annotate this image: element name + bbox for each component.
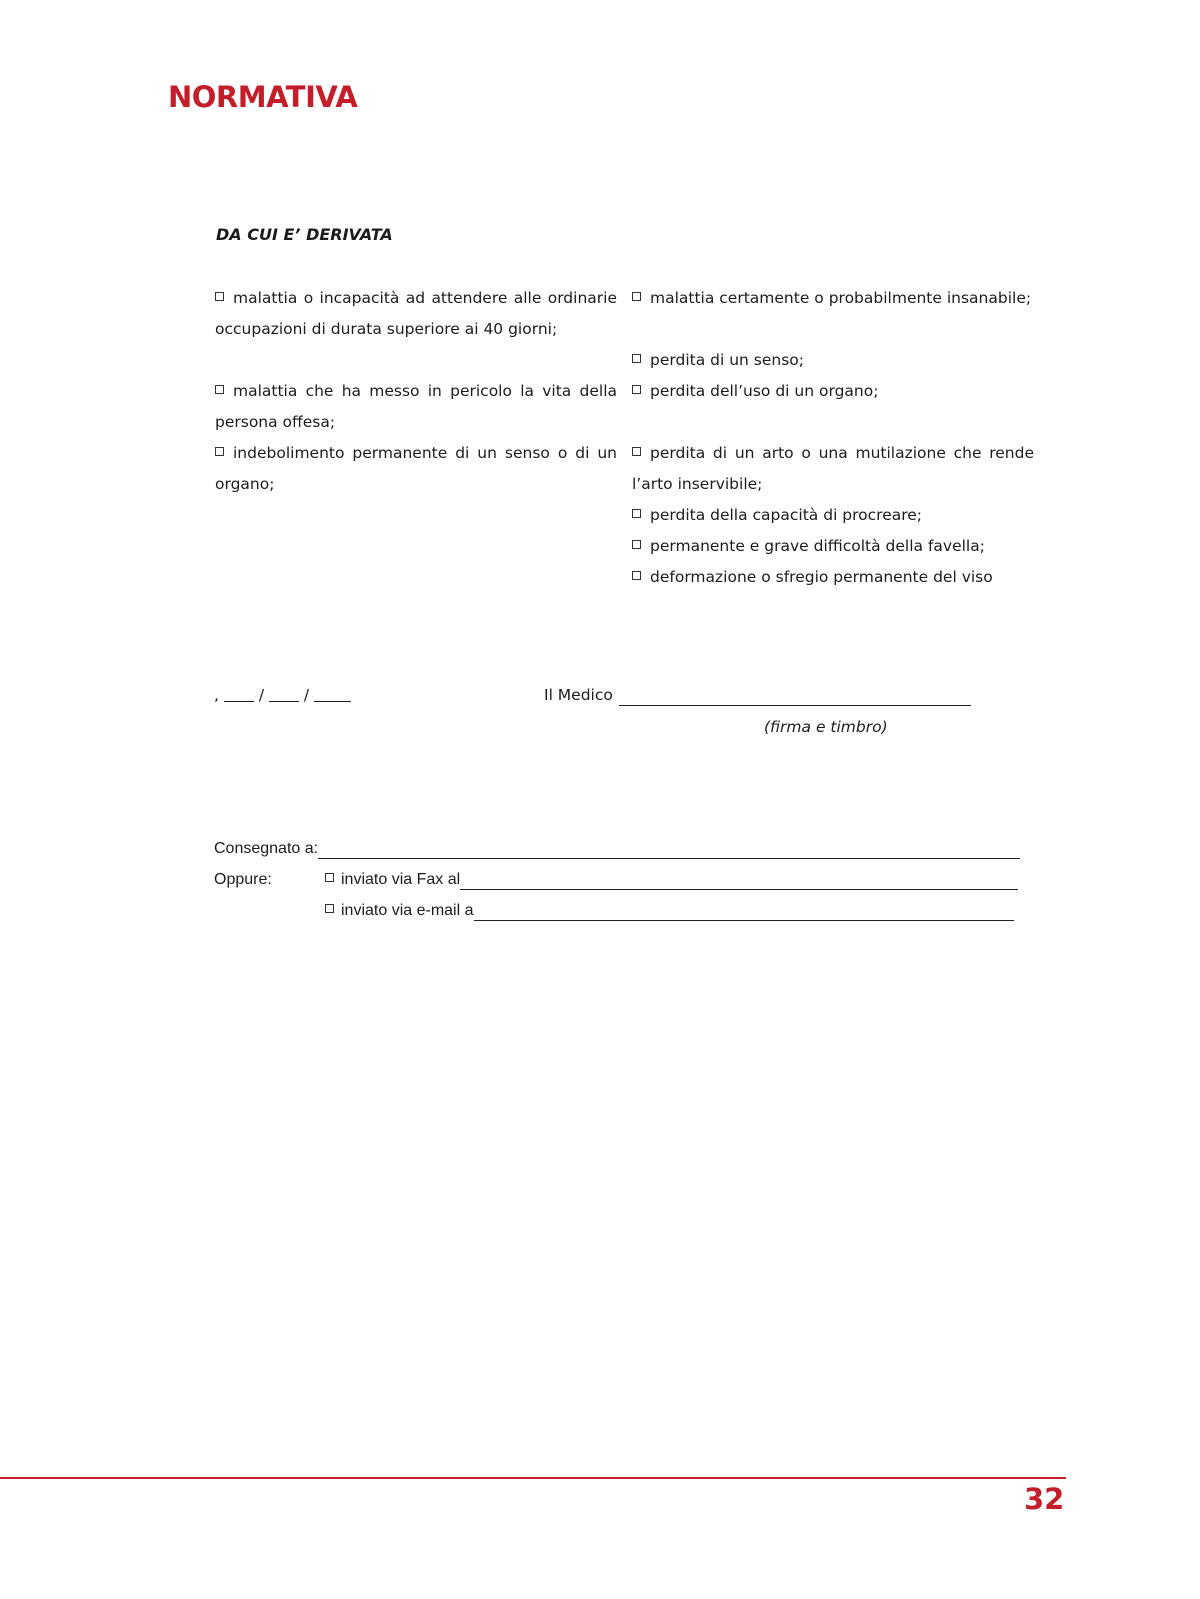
email-label: inviato via e-mail a	[341, 902, 474, 919]
page-title: NORMATIVA	[168, 80, 358, 114]
date-prefix: ,	[214, 686, 219, 704]
option-label: malattia certamente o probabilmente insanabile;	[650, 289, 1032, 307]
section-title: DA CUI E’ DERIVATA	[216, 225, 393, 244]
checkbox-icon[interactable]	[632, 385, 641, 394]
signature-line[interactable]	[619, 687, 971, 706]
signature-caption: (firma e timbro)	[764, 718, 888, 736]
date-separator: /	[303, 686, 310, 704]
date-year-blank[interactable]	[314, 687, 351, 702]
option-item[interactable]	[215, 283, 617, 345]
option-item[interactable]	[632, 283, 1034, 314]
checkbox-icon[interactable]	[632, 292, 641, 301]
checkbox-icon[interactable]	[325, 873, 334, 882]
checkbox-icon[interactable]	[215, 292, 224, 301]
right-options-column	[632, 283, 1034, 593]
fax-field	[325, 871, 1018, 890]
checkbox-icon[interactable]	[632, 354, 641, 363]
option-item[interactable]	[215, 438, 617, 500]
medico-signature-field	[544, 686, 971, 706]
option-item[interactable]	[215, 376, 617, 438]
checkbox-icon[interactable]	[325, 904, 334, 913]
consegnato-field	[214, 840, 1020, 859]
email-line[interactable]	[474, 902, 1014, 921]
option-item[interactable]	[632, 500, 1034, 531]
medico-label: Il Medico	[544, 686, 613, 704]
option-label: perdita dell’uso di un organo;	[650, 382, 879, 400]
option-label: perdita della capacità di procreare;	[650, 506, 923, 524]
option-label: deformazione o sfregio permanente del viso	[650, 568, 993, 586]
page-number: 32	[1024, 1482, 1065, 1516]
left-options-column	[215, 283, 617, 500]
checkbox-icon[interactable]	[632, 509, 641, 518]
date-day-blank[interactable]	[224, 687, 254, 702]
date-month-blank[interactable]	[269, 687, 299, 702]
option-item[interactable]	[632, 562, 1034, 593]
checkbox-icon[interactable]	[215, 447, 224, 456]
email-field	[325, 902, 1014, 921]
footer-divider	[0, 1477, 1066, 1479]
consegnato-label: Consegnato a:	[214, 840, 319, 857]
checkbox-icon[interactable]	[632, 571, 641, 580]
date-field	[214, 686, 351, 704]
option-label: indebolimento permanente di un senso o di un organo;	[215, 444, 617, 493]
consegnato-line[interactable]	[318, 840, 1020, 859]
oppure-label: Oppure:	[214, 871, 272, 888]
checkbox-icon[interactable]	[632, 447, 641, 456]
fax-label: inviato via Fax al	[341, 871, 461, 888]
option-label: malattia che ha messo in pericolo la vita della persona offesa;	[215, 382, 617, 431]
option-item[interactable]	[632, 438, 1034, 500]
fax-line[interactable]	[460, 871, 1018, 890]
checkbox-icon[interactable]	[215, 385, 224, 394]
option-label: malattia o incapacità ad attendere alle ordinarie occupazioni di durata superiore ai 40 giorni;	[215, 289, 617, 338]
option-item[interactable]	[632, 345, 1034, 376]
option-label: permanente e grave difficoltà della favella;	[650, 537, 985, 555]
checkbox-icon[interactable]	[632, 540, 641, 549]
option-label: perdita di un senso;	[650, 351, 804, 369]
option-item[interactable]	[632, 531, 1034, 562]
option-label: perdita di un arto o una mutilazione che rende l’arto inservibile;	[632, 444, 1034, 493]
option-item[interactable]	[632, 376, 1034, 407]
date-separator: /	[258, 686, 265, 704]
